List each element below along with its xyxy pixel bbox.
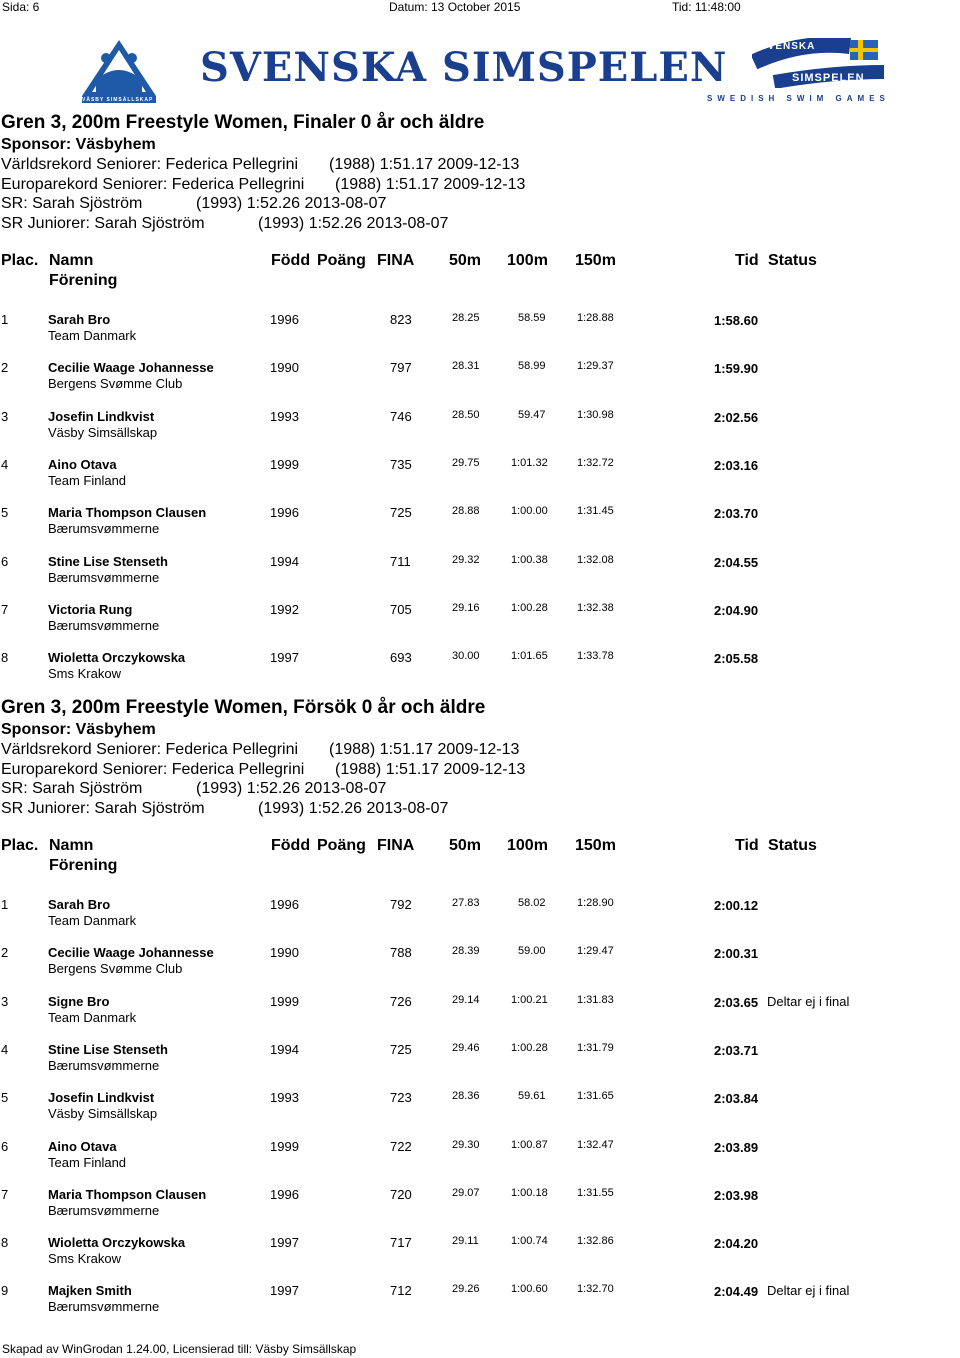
column-header-m150: 150m: [575, 252, 616, 269]
record-label: Europarekord Seniorer: Federica Pellegrini: [1, 175, 305, 193]
result-place: 2: [1, 945, 9, 961]
split-50m: 29.14: [452, 993, 480, 1006]
club-name: Bærumsvømmerne: [48, 1299, 160, 1315]
split-100m: 1:00.87: [511, 1138, 548, 1151]
fina-points: 726: [390, 993, 412, 1009]
fina-points: 797: [390, 360, 412, 376]
split-50m: 29.30: [452, 1138, 480, 1151]
birth-year: 1999: [270, 993, 299, 1009]
final-time: 1:59.90: [714, 361, 759, 377]
column-header-fina: FINA: [377, 252, 415, 269]
split-150m: 1:28.88: [577, 312, 614, 324]
split-50m: 29.26: [452, 1283, 480, 1296]
record-label: Världsrekord Seniorer: Federica Pellegrini: [1, 156, 299, 173]
column-header-plac: Plac.: [1, 252, 39, 269]
fina-points: 712: [390, 1283, 412, 1299]
column-header-fodd: Född: [271, 252, 311, 269]
split-50m: 28.50: [452, 408, 480, 421]
result-place: 6: [1, 553, 9, 569]
birth-year: 1994: [270, 1041, 299, 1057]
final-time: 2:04.20: [714, 1236, 759, 1252]
column-header-m150: 150m: [575, 837, 616, 854]
club-name: Bærumsvømmerne: [48, 521, 160, 537]
split-150m: 1:31.83: [577, 993, 614, 1006]
event-title: Gren 3, 200m Freestyle Women, Försök 0 år och äldre: [1, 697, 486, 718]
record-value: (1993) 1:52.26 2013-08-07: [258, 214, 449, 232]
club-name: Bergens Svømme Club: [48, 961, 183, 977]
column-header-forening: Förening: [49, 857, 118, 874]
record-value: (1993) 1:52.26 2013-08-07: [258, 799, 449, 817]
split-50m: 28.39: [452, 945, 480, 958]
final-time: 2:04.49: [714, 1284, 759, 1300]
right-logo-line2: SIMSPELEN: [792, 72, 865, 84]
split-150m: 1:29.37: [577, 360, 614, 373]
split-50m: 29.46: [452, 1041, 480, 1054]
athlete-name: Aino Otava: [48, 456, 117, 472]
split-50m: 29.11: [452, 1235, 479, 1248]
birth-year: 1999: [270, 1138, 299, 1154]
club-name: Sms Krakow: [48, 1251, 121, 1267]
split-50m: 29.07: [452, 1186, 480, 1199]
athlete-name: Josefin Lindkvist: [48, 1090, 155, 1106]
record-value: (1988) 1:51.17 2009-12-13: [329, 156, 520, 173]
split-150m: 1:31.45: [577, 505, 614, 518]
club-name: Team Finland: [48, 472, 127, 488]
result-status: Deltar ej i final: [767, 993, 850, 1009]
result-place: 4: [1, 1041, 9, 1057]
birth-year: 1992: [270, 601, 299, 617]
page-time: Tid: 11:48:00: [672, 0, 741, 14]
split-150m: 1:31.55: [577, 1186, 614, 1199]
record-value: (1993) 1:52.26 2013-08-07: [196, 780, 387, 797]
split-150m: 1:31.65: [577, 1090, 614, 1103]
fina-points: 705: [390, 601, 412, 617]
final-time: 2:04.55: [714, 554, 759, 570]
result-place: 1: [1, 312, 9, 327]
birth-year: 1996: [270, 1186, 299, 1202]
club-name: Team Finland: [48, 1154, 127, 1170]
record-value: (1988) 1:51.17 2009-12-13: [329, 741, 520, 758]
column-header-m100: 100m: [507, 252, 548, 269]
record-label: SR Juniorer: Sarah Sjöström: [1, 799, 205, 817]
page-date: Datum: 13 October 2015: [389, 0, 521, 14]
fina-points: 725: [390, 1041, 412, 1057]
final-time: 1:58.60: [714, 313, 759, 328]
column-header-m50: 50m: [449, 252, 482, 269]
athlete-name: Wioletta Orczykowska: [48, 1235, 186, 1251]
athlete-name: Maria Thompson Clausen: [48, 505, 207, 521]
final-time: 2:00.12: [714, 898, 759, 913]
split-50m: 29.16: [452, 601, 480, 614]
column-header-forening: Förening: [49, 272, 118, 289]
fina-points: 735: [390, 456, 412, 472]
event-title: Gren 3, 200m Freestyle Women, Finaler 0 år och äldre: [1, 112, 485, 133]
fina-points: 823: [390, 312, 412, 327]
final-time: 2:04.90: [714, 602, 759, 618]
split-50m: 28.31: [452, 360, 480, 373]
record-label: SR Juniorer: Sarah Sjöström: [1, 214, 205, 232]
column-header-m50: 50m: [449, 837, 482, 854]
fina-points: 693: [390, 650, 412, 666]
split-50m: 28.25: [452, 312, 480, 324]
column-header-fodd: Född: [271, 837, 311, 854]
club-name: Team Danmark: [48, 1009, 137, 1025]
split-100m: 58.59: [518, 312, 546, 324]
fina-points: 723: [390, 1090, 412, 1106]
column-header-status: Status: [768, 252, 817, 269]
result-place: 5: [1, 1090, 9, 1106]
split-100m: 1:00.21: [511, 993, 548, 1006]
column-header-status: Status: [768, 837, 817, 854]
fina-points: 722: [390, 1138, 412, 1154]
sponsor-line: Sponsor: Väsbyhem: [1, 136, 156, 153]
result-place: 5: [1, 505, 9, 521]
result-place: 6: [1, 1138, 9, 1154]
column-header-plac: Plac.: [1, 837, 39, 854]
record-label: SR: Sarah Sjöström: [1, 195, 143, 212]
split-100m: 1:00.74: [511, 1235, 548, 1248]
split-100m: 1:00.60: [511, 1283, 548, 1296]
split-150m: 1:28.90: [577, 897, 614, 909]
result-place: 7: [1, 601, 9, 617]
fina-points: 746: [390, 408, 412, 424]
split-100m: 1:00.38: [511, 553, 548, 566]
split-50m: 28.36: [452, 1090, 480, 1103]
club-name: Team Danmark: [48, 913, 137, 928]
athlete-name: Stine Lise Stenseth: [48, 1041, 168, 1057]
fina-points: 788: [390, 945, 412, 961]
birth-year: 1997: [270, 650, 299, 666]
athlete-name: Majken Smith: [48, 1283, 132, 1299]
fina-points: 720: [390, 1186, 412, 1202]
page-number: Sida: 6: [2, 0, 40, 14]
split-100m: 59.00: [518, 945, 546, 958]
result-place: 3: [1, 408, 9, 424]
result-place: 1: [1, 897, 9, 912]
fina-points: 711: [390, 553, 411, 569]
final-time: 2:03.16: [714, 457, 759, 473]
club-name: Bergens Svømme Club: [48, 376, 183, 392]
athlete-name: Sarah Bro: [48, 897, 111, 912]
athlete-name: Cecilie Waage Johannesse: [48, 945, 214, 961]
result-place: 9: [1, 1283, 9, 1299]
record-label: Europarekord Seniorer: Federica Pellegrini: [1, 760, 305, 778]
athlete-name: Josefin Lindkvist: [48, 408, 155, 424]
record-label: SR: Sarah Sjöström: [1, 780, 143, 797]
split-50m: 28.88: [452, 505, 480, 518]
column-header-fina: FINA: [377, 837, 415, 854]
split-150m: 1:32.72: [577, 456, 614, 469]
split-100m: 1:00.28: [511, 1041, 548, 1054]
club-name: Bærumsvømmerne: [48, 569, 160, 585]
split-100m: 58.99: [518, 360, 546, 373]
athlete-name: Victoria Rung: [48, 601, 133, 617]
fina-points: 792: [390, 897, 412, 912]
birth-year: 1994: [270, 553, 299, 569]
final-time: 2:05.58: [714, 651, 759, 667]
birth-year: 1999: [270, 456, 299, 472]
athlete-name: Signe Bro: [48, 993, 110, 1009]
vasby-logo-text: VÄSBY SIMSÄLLSKAP: [82, 97, 154, 103]
birth-year: 1997: [270, 1283, 299, 1299]
split-150m: 1:29.47: [577, 945, 614, 958]
footer-text: Skapad av WinGrodan 1.24.00, Licensierad till: Väsby Simsällskap: [2, 1342, 357, 1356]
final-time: 2:03.71: [714, 1042, 759, 1058]
split-100m: 1:00.18: [511, 1186, 548, 1199]
result-place: 2: [1, 360, 9, 376]
final-time: 2:03.89: [714, 1139, 759, 1155]
birth-year: 1997: [270, 1235, 299, 1251]
event-brand-title: SVENSKA SIMSPELEN: [200, 44, 728, 91]
birth-year: 1993: [270, 1090, 299, 1106]
club-name: Bærumsvømmerne: [48, 617, 160, 633]
split-50m: 27.83: [452, 897, 480, 909]
split-150m: 1:32.86: [577, 1235, 614, 1248]
final-time: 2:00.31: [714, 946, 759, 962]
record-label: Världsrekord Seniorer: Federica Pellegrini: [1, 741, 299, 758]
split-100m: 1:00.00: [511, 505, 548, 518]
split-100m: 1:01.65: [511, 650, 548, 663]
record-value: (1988) 1:51.17 2009-12-13: [335, 760, 526, 778]
split-100m: 58.02: [518, 897, 546, 909]
athlete-name: Stine Lise Stenseth: [48, 553, 168, 569]
split-150m: 1:30.98: [577, 408, 614, 421]
right-logo-line1: SVENSKA: [760, 41, 816, 52]
vasby-logo: [76, 36, 162, 104]
split-100m: 59.61: [518, 1090, 546, 1103]
athlete-name: Aino Otava: [48, 1138, 117, 1154]
record-value: (1993) 1:52.26 2013-08-07: [196, 195, 387, 212]
club-name: Sms Krakow: [48, 666, 121, 682]
split-150m: 1:32.70: [577, 1283, 614, 1296]
club-name: Väsby Simsällskap: [48, 1106, 158, 1122]
result-place: 3: [1, 993, 9, 1009]
split-50m: 29.75: [452, 456, 480, 469]
club-name: Bærumsvømmerne: [48, 1202, 160, 1218]
column-header-m100: 100m: [507, 837, 548, 854]
split-100m: 1:00.28: [511, 601, 548, 614]
split-100m: 59.47: [518, 408, 546, 421]
column-header-poang: Poäng: [317, 252, 366, 269]
club-name: Bærumsvømmerne: [48, 1057, 160, 1073]
final-time: 2:03.70: [714, 506, 759, 522]
split-50m: 29.32: [452, 553, 480, 566]
record-value: (1988) 1:51.17 2009-12-13: [335, 175, 526, 193]
result-place: 7: [1, 1186, 9, 1202]
birth-year: 1993: [270, 408, 299, 424]
column-header-namn: Namn: [49, 837, 94, 854]
birth-year: 1996: [270, 897, 299, 912]
column-header-namn: Namn: [49, 252, 94, 269]
fina-points: 717: [390, 1235, 412, 1251]
final-time: 2:03.98: [714, 1187, 759, 1203]
club-name: Team Danmark: [48, 328, 137, 343]
club-name: Väsby Simsällskap: [48, 424, 158, 440]
split-150m: 1:32.08: [577, 553, 614, 566]
fina-points: 725: [390, 505, 412, 521]
birth-year: 1996: [270, 505, 299, 521]
result-place: 8: [1, 1235, 9, 1251]
right-logo-line3: SWEDISH SWIM GAMES: [707, 94, 890, 103]
column-header-tid: Tid: [735, 837, 759, 854]
split-150m: 1:32.47: [577, 1138, 614, 1151]
result-place: 8: [1, 650, 9, 666]
split-150m: 1:31.79: [577, 1041, 614, 1054]
athlete-name: Wioletta Orczykowska: [48, 650, 186, 666]
final-time: 2:03.65: [714, 994, 759, 1010]
split-150m: 1:32.38: [577, 601, 614, 614]
athlete-name: Maria Thompson Clausen: [48, 1186, 207, 1202]
final-time: 2:02.56: [714, 409, 759, 425]
split-100m: 1:01.32: [511, 456, 548, 469]
athlete-name: Cecilie Waage Johannesse: [48, 360, 214, 376]
result-status: Deltar ej i final: [767, 1283, 850, 1299]
column-header-tid: Tid: [735, 252, 759, 269]
result-place: 4: [1, 456, 9, 472]
column-header-poang: Poäng: [317, 837, 366, 854]
birth-year: 1990: [270, 360, 299, 376]
birth-year: 1996: [270, 312, 299, 327]
final-time: 2:03.84: [714, 1091, 759, 1107]
split-150m: 1:33.78: [577, 650, 614, 663]
split-50m: 30.00: [452, 650, 480, 663]
athlete-name: Sarah Bro: [48, 312, 111, 327]
sponsor-line: Sponsor: Väsbyhem: [1, 721, 156, 738]
birth-year: 1990: [270, 945, 299, 961]
